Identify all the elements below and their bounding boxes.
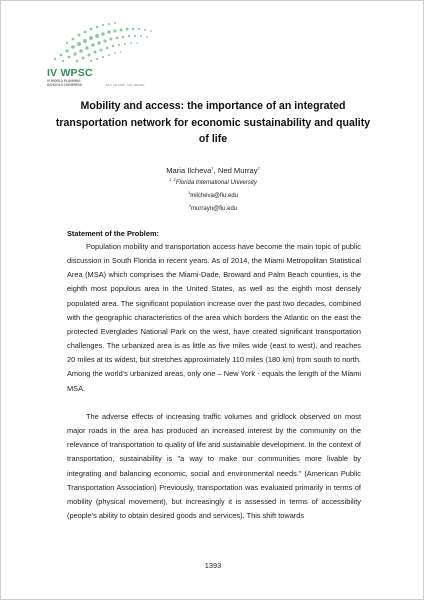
affiliation [1,177,424,186]
email-address: milcheva@fiu.edu [190,193,238,199]
affiliation-superscript: 1, 2 [169,177,176,182]
body-paragraph: The adverse effects of increasing traffic volumes and gridlock observed on most major roads in the area has produced an increased interest by the community on the relevance of transportation to quality of life and sustainable development. In the context of transportation, sustainability is "a way to make our communities more livable by integrating and balancing economic, social and environmental needs." (American Public Transportation Association) Previously, transportation was evaluated primarily in terms of mobility (physical movement), but increasingly it is assessed in terms of accessibility (people's ability to obtain desired goods and services). This shift towards [67,412,361,521]
author-line [1,166,424,175]
author-email [1,203,424,212]
email-superscript: 2 [188,203,192,208]
author-name: Maria Ilcheva [166,166,212,175]
logo-wordmark: IV WPSC [47,67,93,79]
author-name: Ned Murray [217,166,258,175]
email-superscript: 1 [187,190,191,195]
email-address: murrayn@fiu.edu [191,206,238,212]
author-separator: , [213,166,218,175]
author-superscript: 2 [257,165,260,171]
author-email [1,190,424,199]
congress-logo [47,19,167,89]
author-superscript: 1 [211,165,214,171]
body-paragraph: Population mobility and transportation access have become the main topic of public discussion in South Florida in recent years. As of 2014, the Miami Metropolitan Statistical Area (MSA) which comprises the Miami-Dade, Broward and Palm Beach counties, is the eighth most populous area in the United States, as well as the eighth most densely populated area. The significant population increase over the past two decades, combined with the geographic characteristics of the area which borders the Atlantic on the east the protected Everglades National Park on the west, have created significant transportation challenges. The urbanized area is as little as five miles wide (east to west), and reaches 20 miles at its widest, but stretches approximately 110 miles (180 km) from south to north. Among the world's urbanized areas, only one – New York - equals the length of the Miami MSA. [67,242,361,393]
page-number: 1393 [204,561,222,570]
logo-tagline: JULY 4-8 2016 · RIO, BRAZIL [105,83,145,87]
section-heading: Statement of the Problem: [67,229,159,238]
paper-title: Mobility and access: the importance of an integrated transportation network for economic sustainability and quality of life [55,100,371,145]
globe-dots-icon [47,19,165,67]
logo-subtitle: IV WORLD PLANNING SCHOOLS CONGRESS [47,79,82,87]
affiliation-name: Florida International University [175,180,257,186]
